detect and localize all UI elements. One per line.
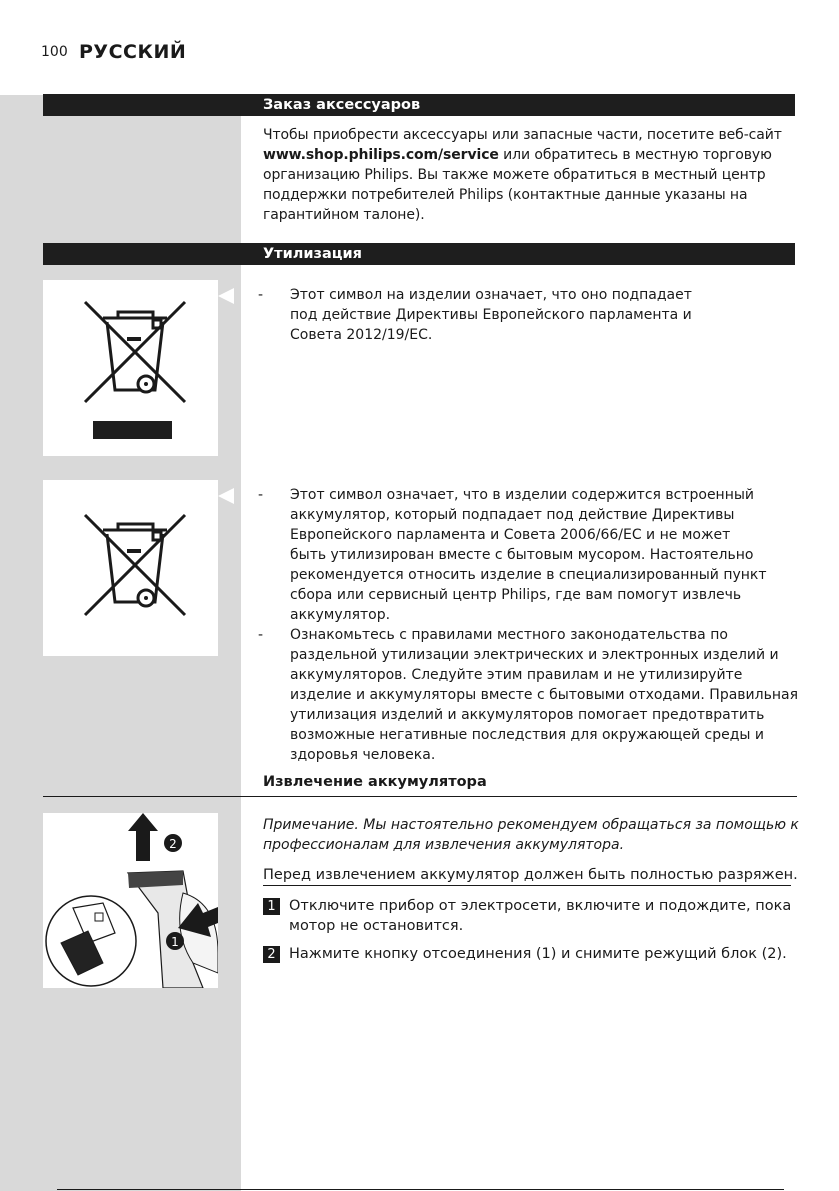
step-text: Нажмите кнопку отсоединения (1) и снимите режущий блок (2). — [289, 946, 787, 962]
arrow-2-label: 2 — [169, 837, 177, 851]
section-rule — [43, 796, 797, 797]
step-number-badge: 1 — [263, 898, 280, 915]
disposal-item-3: Ознакомьтесь с правилами местного законодательства по раздельной утилизации электрических и электронных изделий и аккумуляторов. Следуйте этим правилам и не утилизируйте изделие и аккумуляторы вместе с бытовыми отходами. Правильная утилизация изделий и аккумуляторов помогает предотвратить возможные негативные последствия для окружающей среды и здоровья человека. — [290, 627, 798, 763]
arrow-1-label: 1 — [171, 935, 179, 949]
page-number: 100 — [41, 44, 68, 60]
battery-note: Примечание. Мы настоятельно рекомендуем обращаться за помощью к профессионалам для извлечения аккумулятора. — [263, 817, 799, 853]
section-bar-disposal — [43, 243, 795, 265]
warning-underline — [263, 885, 791, 886]
arrow-up-icon — [128, 813, 158, 861]
section-title-accessories: Заказ аксессуаров — [263, 97, 421, 113]
panel-pointer — [218, 488, 234, 504]
step-number-badge: 2 — [263, 946, 280, 963]
disposal-item-2: Этот символ означает, что в изделии содержится встроенный аккумулятор, который подпадает под действие Директивы Европейского парламента и Совета 2006/66/EC и не может быть утилизирован вместе с бытовым мусором. Настоятельно рекомендуется относить изделие в специализированный пункт сбора или сервисный центр Philips, где вам помогут извлечь аккумулятор. — [290, 487, 767, 623]
step-2 — [263, 944, 803, 964]
step-text: Отключите прибор от электросети, включите и подождите, пока мотор не остановится. — [289, 898, 792, 934]
footer-rule — [57, 1189, 784, 1190]
accessories-paragraph: Чтобы приобрести аксессуары или запасные части, посетите веб-сайт www.shop.philips.com/service или обратитесь в местную торговую организацию Philips. Вы также можете обратиться в местный центр поддержки потребителей Philips (контактные данные указаны на гарантийном талоне). — [263, 127, 782, 223]
crossed-battery-bin-icon — [43, 480, 218, 656]
step-1 — [263, 896, 803, 934]
panel-pointer — [218, 288, 234, 304]
shop-link[interactable]: www.shop.philips.com/service — [263, 147, 499, 163]
disposal-item-1: Этот символ на изделии означает, что оно подпадает под действие Директивы Европейского парламента и Совета 2012/19/EC. — [290, 287, 692, 343]
crossed-bin-icon — [43, 280, 218, 456]
discharge-warning: Перед извлечением аккумулятор должен быть полностью разряжен. — [263, 867, 798, 883]
language-heading: РУССКИЙ — [79, 41, 187, 63]
shaver-illustration-panel — [43, 813, 218, 988]
bullet-dash: - — [258, 627, 264, 643]
section-title-disposal: Утилизация — [263, 246, 362, 262]
battery-weee-panel — [43, 480, 218, 656]
bullet-dash: - — [258, 287, 264, 303]
shaver-illustration — [43, 813, 218, 988]
bullet-dash: - — [258, 487, 264, 503]
weee-symbol-panel — [43, 280, 218, 456]
battery-removal-title: Извлечение аккумулятора — [263, 774, 487, 790]
